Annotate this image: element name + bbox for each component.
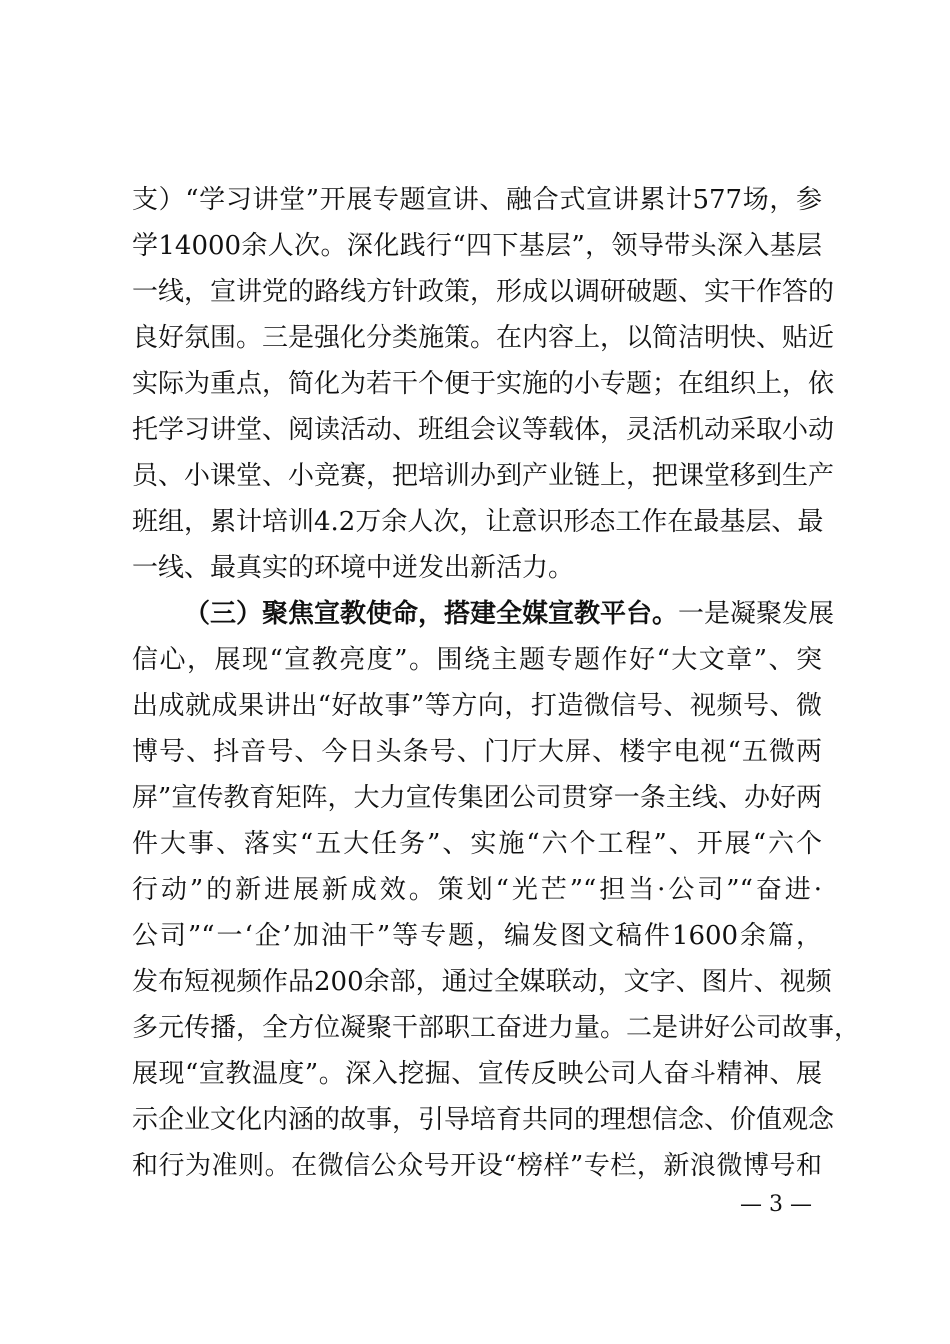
paragraph-1-line: 托学习讲堂、阅读活动、班组会议等载体，灵活机动采取小动 [132,415,835,445]
paragraph-2-line: 和行为准则。在微信公众号开设“榜样”专栏，新浪微博号和 [132,1151,822,1181]
paragraph-1-line: 良好氛围。三是强化分类施策。在内容上，以简洁明快、贴近 [132,323,835,353]
paragraph-1-line: 学14000余人次。深化践行“四下基层”，领导带头深入基层 [132,231,822,261]
paragraph-2-line: 件大事、落实“五大任务”、实施“六个工程”、开展“六个 [132,829,822,859]
paragraph-2-line: 屏”宣传教育矩阵，大力宣传集团公司贯穿一条主线、办好两 [132,783,822,813]
section-heading: （三）聚焦宣教使命，搭建全媒宣教平台。 [184,599,679,629]
paragraph-2-line: 出成就成果讲出“好故事”等方向，打造微信号、视频号、微 [132,691,822,721]
paragraph-2-line: 行动”的新进展新成效。策划“光芒”“担当·公司”“奋进· [132,875,822,905]
paragraph-1-line: 支）“学习讲堂”开展专题宣讲、融合式宣讲累计577场，参 [132,185,822,215]
paragraph-2-first-line-text: 一是凝聚发展 [678,599,835,629]
paragraph-1-line: 班组，累计培训4.2万余人次，让意识形态工作在最基层、最 [132,507,824,537]
paragraph-2-line: 多元传播，全方位凝聚干部职工奋进力量。二是讲好公司故事， [132,1013,861,1043]
paragraph-2-first-line [184,595,835,633]
paragraph-2-line: 信心，展现“宣教亮度”。围绕主题专题作好“大文章”、突 [132,645,822,675]
paragraph-2-line: 博号、抖音号、今日头条号、门厅大屏、楼宇电视“五微两 [132,737,822,767]
paragraph-2-line: 公司”“一‘企’加油干”等专题，编发图文稿件1600余篇， [132,921,822,951]
paragraph-2-line: 展现“宣教温度”。深入挖掘、宣传反映公司人奋斗精神、展 [132,1059,822,1089]
paragraph-1-line: 一线、最真实的环境中迸发出新活力。 [132,553,575,583]
page-number: — 3 — [740,1192,812,1217]
paragraph-2-line: 示企业文化内涵的故事，引导培育共同的理想信念、价值观念 [132,1105,835,1135]
paragraph-2-line: 发布短视频作品200余部，通过全媒联动，文字、图片、视频 [132,967,832,997]
paragraph-1-line: 员、小课堂、小竞赛，把培训办到产业链上，把课堂移到生产 [132,461,835,491]
paragraph-1-line: 实际为重点，简化为若干个便于实施的小专题；在组织上，依 [132,369,835,399]
paragraph-1-line: 一线，宣讲党的路线方针政策，形成以调研破题、实干作答的 [132,277,835,307]
